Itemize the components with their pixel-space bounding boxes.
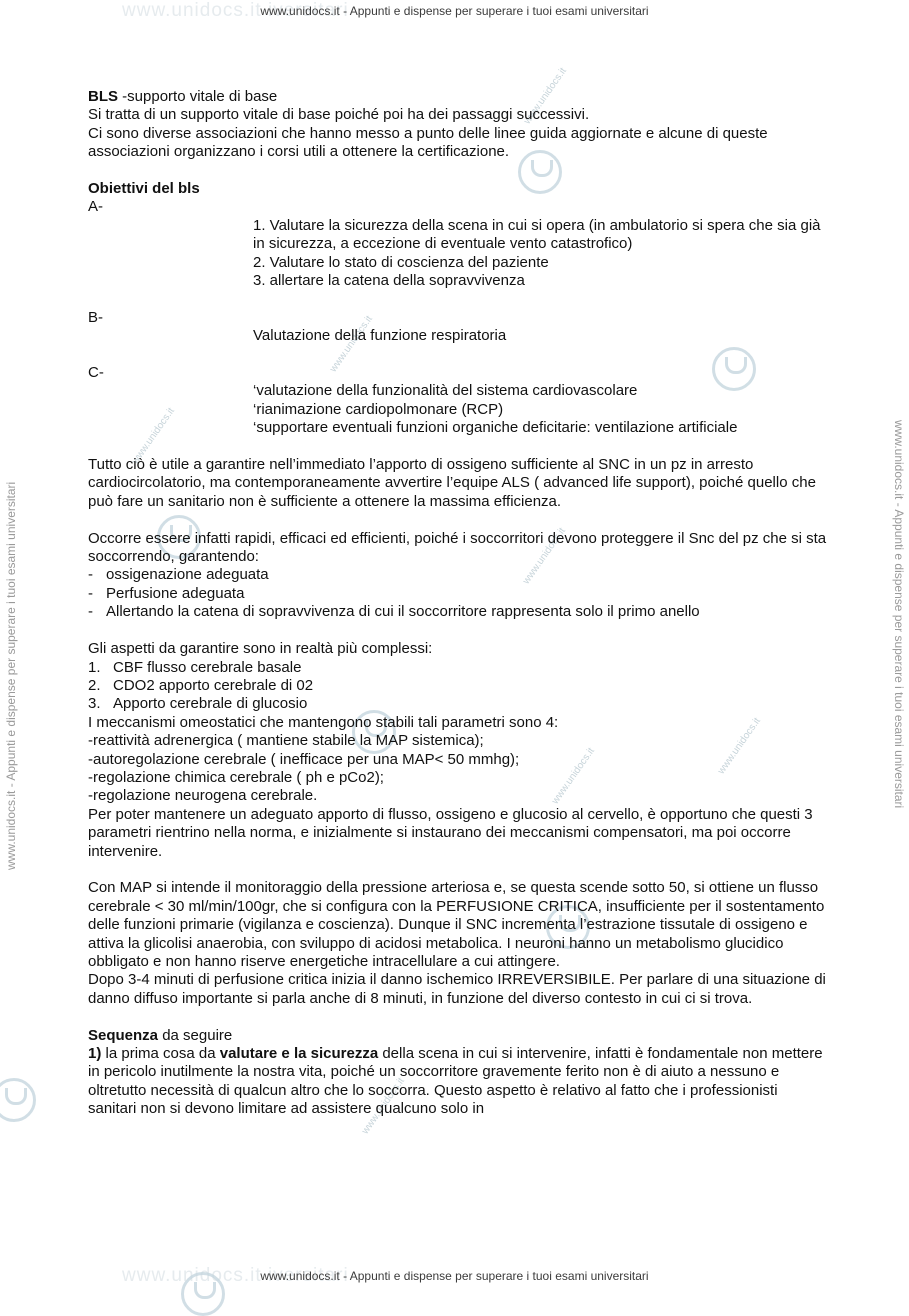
watermark-text: www.unidocs.it — [522, 65, 569, 127]
obiettivi-heading: Obiettivi del bls — [88, 180, 200, 198]
watermark-text: www.unidocs.it — [716, 715, 763, 777]
list-item-text: CDO2 apporto cerebrale di 02 — [113, 676, 314, 694]
step-emphasis: valutare e la sicurezza — [219, 1045, 379, 1062]
sequenza-heading: Sequenza — [88, 1026, 159, 1044]
section-title-bls — [88, 88, 828, 106]
side-banner-right: www.unidocs.it - Appunti e dispense per superare i tuoi esami universitari — [892, 420, 906, 809]
step-number: 1) — [88, 1045, 102, 1062]
step-text: della scena in cui si intervenire, infatti è fondamentale non mettere in pericolo inutilmente la nostra vita, poiché un soccorritore gravemente ferito non è di aiuto a nessuno e oltretutto necessità di qualcun altro che lo soccorra. Questo aspetto è relativo al fatto che i professionisti sanitari non si devono limitare ad assistere qualcuno solo in — [88, 1045, 823, 1118]
list-item: 1. Valutare la sicurezza della scena in cui si opera (in ambulatorio si spera che sia già in sicurezza, a eccezione di eventuale vento catastrofico) — [253, 216, 821, 253]
footer-banner[interactable]: www.unidocs.it - Appunti e dispense per superare i tuoi esami universitari — [260, 1269, 649, 1283]
section-title-sequenza — [88, 1027, 828, 1045]
paragraph — [88, 1045, 828, 1119]
paragraph: Gli aspetti da garantire sono in realtà più complessi: — [88, 640, 433, 658]
list-item-text: ossigenazione adeguata — [106, 566, 269, 584]
label-b: B- — [88, 308, 103, 326]
sequenza-heading-rest: da seguire — [158, 1026, 233, 1044]
watermark-ghost-bottom: www.unidocs.it iversitari — [122, 1265, 349, 1286]
paragraph: Dopo 3-4 minuti di perfusione critica inizia il danno ischemico IRREVERSIBILE. Per parlare di una situazione di danno diffuso importante si parla anche di 8 minuti, in funzione del diverso contesto in cui ci si trova. — [88, 971, 826, 1007]
list-item-text: Apporto cerebrale di glucosio — [113, 695, 308, 713]
list-item — [88, 695, 828, 713]
paragraph: Tutto ciò è utile a garantire nell’immediato l’apporto di ossigeno sufficiente al SNC in un pz in arresto cardiocircolatorio, ma contemporaneamente avvertire l’equipe ALS ( advanced life support), poiché quello che può fare un sanitario non è sufficiente a ottenere la massima efficienza. — [88, 456, 816, 510]
document-body — [88, 88, 828, 1119]
list-item — [88, 659, 828, 677]
bls-heading: BLS — [88, 88, 118, 105]
list-item: ‘supportare eventuali funzioni organiche deficitarie: ventilazione artificiale — [253, 419, 738, 437]
list-item: ‘rianimazione cardiopolmonare (RCP) — [253, 400, 504, 418]
watermark-logo-icon — [181, 1272, 225, 1316]
section-title-obiettivi — [88, 180, 828, 198]
watermark-logo-icon — [0, 1078, 36, 1122]
list-item-text: Allertando la catena di sopravvivenza di cui il soccorritore rappresenta solo il primo anello — [106, 603, 700, 621]
paragraph: I meccanismi omeostatici che mantengono stabili tali parametri sono 4: — [88, 713, 559, 731]
bls-heading-rest: -supporto vitale di base — [118, 88, 278, 105]
paragraph: Per poter mantenere un adeguato apporto di flusso, ossigeno e glucosio al cervello, è opportuno che questi 3 parametri rientrino nella norma, e inizialmente si instaurano dei meccanismi compensatori, ma poi occorre intervenire. — [88, 805, 813, 860]
list-item: 3. allertare la catena della sopravvivenza — [253, 272, 525, 290]
watermark-text: www.unidocs.it — [550, 745, 597, 807]
list-number: 1. — [88, 658, 101, 676]
label-a: A- — [88, 198, 103, 216]
watermark-text: www.unidocs.it — [360, 1075, 407, 1137]
watermark-ghost-top: www.unidocs.it iversitari — [122, 0, 349, 21]
list-item: ‘valutazione della funzionalità del sistema cardiovascolare — [253, 382, 638, 400]
list-item: -regolazione neurogena cerebrale. — [88, 787, 318, 805]
list-number: 2. — [88, 676, 101, 694]
list-item: - Allertando la catena di sopravvivenza di cui il soccorritore rappresenta solo il primo anello — [88, 603, 700, 621]
watermark-text: www.unidocs.it — [130, 405, 177, 467]
side-banner-left: www.unidocs.it - Appunti e dispense per superare i tuoi esami universitari — [4, 481, 18, 870]
list-item: -autoregolazione cerebrale ( inefficace per una MAP< 50 mmhg); — [88, 750, 520, 768]
list-item: -reattività adrenergica ( mantiene stabile la MAP sistemica); — [88, 732, 484, 750]
paragraph: Occorre essere infatti rapidi, efficaci ed efficienti, poiché i soccorritori devono proteggere il Snc del pz che si sta soccorrendo, garantendo: — [88, 529, 827, 566]
list-item: - Perfusione adeguata — [88, 584, 245, 602]
list-item: 2. Valutare lo stato di coscienza del paziente — [253, 253, 549, 271]
paragraph: Con MAP si intende il monitoraggio della pressione arteriosa e, se questa scende sotto 50, si ottiene un flusso cerebrale < 30 ml/min/100gr, che si configura con la PERFUSIONE CRITICA, insufficiente per il sostentamento delle funzioni primarie (vigilanza e coscienza). Dunque il SNC incrementa l’estrazione tissutale di ossigeno e attiva la glicolisi anaerobia, con sviluppo di acidosi metabolica. I neuroni hanno un metabolismo glucidico obbligato e non hanno riserve energetiche intracellulare a cui attingere. — [88, 879, 825, 970]
label-c: C- — [88, 364, 104, 382]
list-item-text: Perfusione adeguata — [106, 584, 245, 602]
watermark-text: www.unidocs.it — [328, 313, 375, 375]
list-item: -regolazione chimica cerebrale ( ph e pCo2); — [88, 768, 384, 786]
header-banner[interactable]: www.unidocs.it - Appunti e dispense per superare i tuoi esami universitari — [260, 4, 649, 18]
step-text: la prima cosa da — [101, 1045, 220, 1062]
paragraph: Ci sono diverse associazioni che hanno messo a punto delle linee guida aggiornate e alcune di queste associazioni organizzano i corsi utili a ottenere la certificazione. — [88, 124, 768, 161]
watermark-text: www.unidocs.it — [521, 525, 568, 587]
list-item: Valutazione della funzione respiratoria — [253, 327, 507, 345]
list-number: 3. — [88, 695, 101, 713]
paragraph: Si tratta di un supporto vitale di base poiché poi ha dei passaggi successivi. — [88, 106, 590, 124]
list-item-text: CBF flusso cerebrale basale — [113, 658, 302, 676]
list-item: - ossigenazione adeguata — [88, 566, 269, 584]
list-item — [88, 677, 828, 695]
